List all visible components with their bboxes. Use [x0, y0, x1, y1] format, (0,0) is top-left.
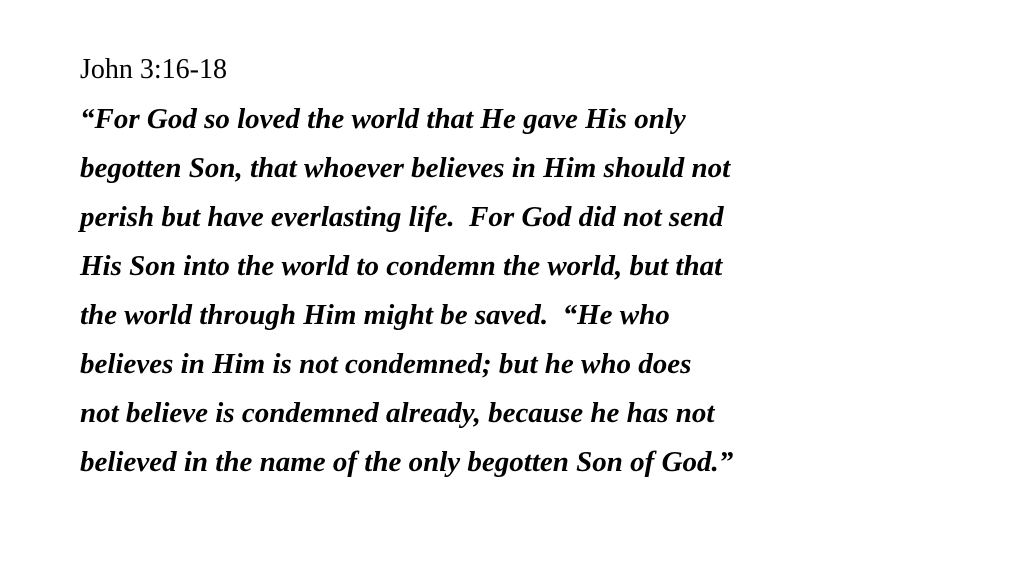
passage-line: begotten Son, that whoever believes in Him should not [80, 152, 731, 184]
scripture-passage [80, 95, 733, 487]
passage-line: believes in Him is not condemned; but he who does [80, 348, 692, 380]
passage-line: “For God so loved the world that He gave His only [80, 103, 686, 135]
passage-line: believed in the name of the only begotten Son of God.” [80, 446, 734, 478]
scripture-reference: John 3:16-18 [80, 54, 227, 85]
passage-line: perish but have everlasting life. For God did not send [80, 201, 724, 233]
passage-line: not believe is condemned already, because he has not [80, 397, 715, 429]
passage-line: His Son into the world to condemn the world, but that [80, 250, 723, 282]
passage-line: the world through Him might be saved. “He who [80, 299, 670, 331]
